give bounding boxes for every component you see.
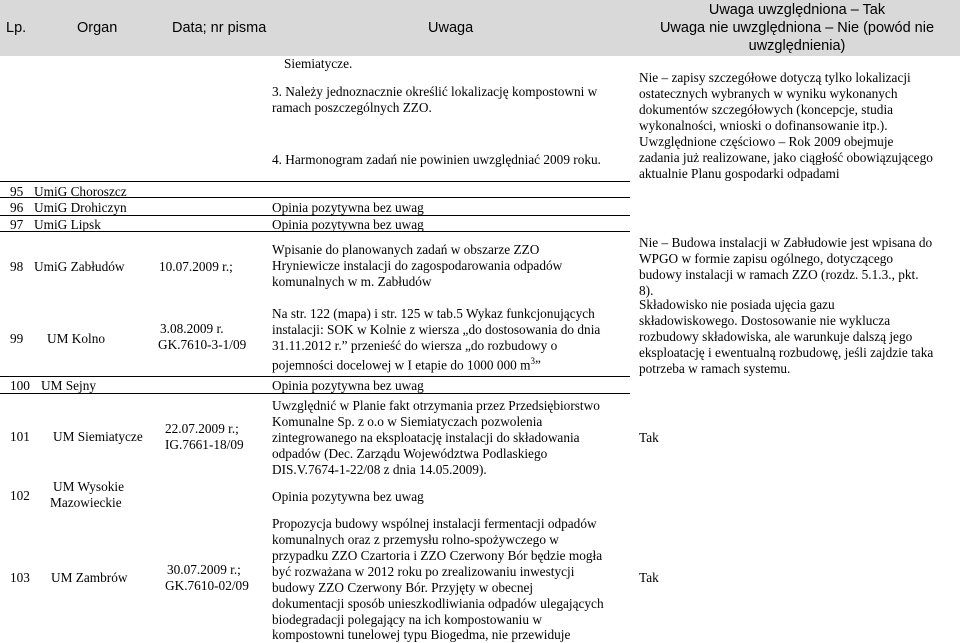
cont-line-1: Siemiatycze. xyxy=(284,56,353,71)
row-103-uwaga-8: kompostowni tunelowej typu Biogedma, nie przewiduje xyxy=(272,627,571,642)
row-99-resp-4: eksploatację i ewentualną rozbudowę, jeśli zajdzie taka xyxy=(639,345,934,360)
row-divider xyxy=(0,181,630,182)
row-99-lp: 99 xyxy=(10,331,24,346)
row-103-uwaga-6: dokumentacji sposób unieszkodliwiania odpadów ulegających xyxy=(272,596,604,611)
cont-resp-7: aktualnie Planu gospodarki odpadami xyxy=(639,166,840,181)
row-100-uwaga: Opinia pozytywna bez uwag xyxy=(272,378,424,393)
row-102-uwaga: Opinia pozytywna bez uwag xyxy=(272,489,424,504)
row-99-organ: UM Kolno xyxy=(47,331,105,346)
row-103-uwaga-5: budowy ZZO Czerwony Bór. Przyjęty w obecnej xyxy=(272,580,534,595)
row-101-uwaga-2: Komunalne Sp. z o.o w Siemiatyczach pozwolenia xyxy=(272,414,543,429)
row-99-resp-5: potrzeba w ramach systemu. xyxy=(639,361,791,376)
header-lp: Lp. xyxy=(6,20,27,36)
row-divider xyxy=(0,376,630,377)
cont-line-4: 4. Harmonogram zadań nie powinien uwzględniać 2009 roku. xyxy=(272,152,602,167)
row-98-resp-2: WPGO w formie zapisu ogólnego, dotyczącego xyxy=(639,251,894,266)
row-102-organ-1: UM Wysokie xyxy=(53,479,124,494)
row-99-uwaga-3: 31.11.2012 r.” przenieść do wiersza „do rozbudowy o xyxy=(272,338,558,353)
row-103-uwaga-1: Propozycja budowy wspólnej instalacji fermentacji odpadów xyxy=(272,516,597,531)
row-98-resp-3: budowy instalacji w ramach ZZO (rozdz. 5.1.3., pkt. xyxy=(639,267,919,282)
row-98-resp-4: 8). xyxy=(639,283,654,298)
row-99-resp-1: Składowisko nie posiada ujęcia gazu xyxy=(639,297,835,312)
row-97-organ: UmiG Lipsk xyxy=(34,217,101,232)
row-101-uwaga-3: zintegrowanego na eksploatację instalacji do składowania xyxy=(272,430,580,445)
row-103-uwaga-2: komunalnych oraz z przemysłu rolno-spożywczego w xyxy=(272,532,559,547)
row-101-data-1: 22.07.2009 r.; xyxy=(165,421,239,436)
header-data: Data; nr pisma xyxy=(172,20,267,36)
row-98-data: 10.07.2009 r.; xyxy=(159,259,233,274)
row-96-lp: 96 xyxy=(10,200,24,215)
row-101-uwaga-4: odpadów (Dec. Zarządu Województwa Podlaskiego xyxy=(272,446,548,461)
row-103-uwaga-7: biodegradacji polegający na ich kompostowaniu w xyxy=(272,612,542,627)
cont-line-2: 3. Należy jednoznacznie określić lokalizację kompostowni w xyxy=(272,84,598,99)
row-100-lp: 100 xyxy=(10,378,30,393)
header-uwaga: Uwaga xyxy=(428,20,474,36)
row-99-uwaga-1: Na str. 122 (mapa) i str. 125 w tab.5 Wykaz funkcjonujących xyxy=(272,306,595,321)
row-98-uwaga-2: Hryniewicze instalacji do zagospodarowania odpadów xyxy=(272,258,563,273)
header-uwzgl-2: Uwaga nie uwzględniona – Nie (powód nie xyxy=(659,20,935,36)
cont-resp-1: Nie – zapisy szczegółowe dotyczą tylko lokalizacji xyxy=(639,70,911,85)
row-103-uwaga-3: przypadku ZZO Czartoria i ZZO Czerwony Bór będzie mogła xyxy=(272,548,603,563)
row-102-organ-2: Mazowieckie xyxy=(50,495,122,510)
row-101-resp: Tak xyxy=(639,430,659,445)
cont-resp-5: Uwzględnione częściowo – Rok 2009 obejmuje xyxy=(639,134,894,149)
row-98-lp: 98 xyxy=(10,259,24,274)
row-99-resp-3: rozbudowy składowiska, ale warunkuje dalszą jego xyxy=(639,329,913,344)
row-95-lp: 95 xyxy=(10,184,24,199)
cont-resp-6: zadania już realizowane, jako ciągłość obowiązującego xyxy=(639,150,933,165)
cont-line-3: ramach poszczególnych ZZO. xyxy=(272,100,432,115)
row-103-resp: Tak xyxy=(639,570,659,585)
row-96-organ: UmiG Drohiczyn xyxy=(34,200,127,215)
header-uwzgl-3: uwzględnienia) xyxy=(748,38,846,54)
row-96-uwaga: Opinia pozytywna bez uwag xyxy=(272,200,424,215)
table-header xyxy=(0,0,960,56)
row-98-uwaga-3: komunalnych w m. Zabłudów xyxy=(272,274,432,289)
row-99-uwaga-2: instalacji: SOK w Kolnie z wiersza „do dostosowania do dnia xyxy=(272,322,601,337)
row-99-quote-end: ” xyxy=(535,357,541,373)
row-103-organ: UM Zambrów xyxy=(51,570,128,585)
row-101-uwaga-5: DIS.V.7674-1-22/08 z dnia 14.05.2009). xyxy=(272,462,487,477)
row-99-data-1: 3.08.2009 r. xyxy=(160,321,224,336)
row-102-lp: 102 xyxy=(10,488,30,503)
row-99-uwaga-4-text: pojemności docelowej w I etapie do 1000 000 m xyxy=(272,357,531,373)
row-97-lp: 97 xyxy=(10,217,24,232)
row-99-superscript: 3 xyxy=(530,356,535,366)
row-101-data-2: IG.7661-18/09 xyxy=(165,437,244,452)
row-101-uwaga-1: Uwzględnić w Planie fakt otrzymania przez Przedsiębiorstwo xyxy=(272,398,600,413)
cont-resp-3: dokumentów szczegółowych (koncepcje, studia xyxy=(639,102,894,117)
row-103-lp: 103 xyxy=(10,570,30,585)
row-103-data-2: GK.7610-02/09 xyxy=(165,578,249,593)
row-97-uwaga: Opinia pozytywna bez uwag xyxy=(272,217,424,232)
row-95-organ: UmiG Choroszcz xyxy=(34,184,127,199)
row-103-data-1: 30.07.2009 r.; xyxy=(167,562,241,577)
header-organ: Organ xyxy=(77,20,118,36)
row-98-resp-1: Nie – Budowa instalacji w Zabłudowie jest wpisana do xyxy=(639,235,933,250)
row-98-organ: UmiG Zabłudów xyxy=(34,259,125,274)
row-101-organ: UM Siemiatycze xyxy=(53,429,143,444)
cont-resp-4: wykonalności, wnioski o dofinansowanie itp.). xyxy=(639,118,888,133)
row-99-data-2: GK.7610-3-1/09 xyxy=(158,337,247,352)
row-98-uwaga-1: Wpisanie do planowanych zadań w obszarze ZZO xyxy=(272,242,540,257)
row-101-lp: 101 xyxy=(10,429,30,444)
cont-resp-2: ostatecznych wybranych w wyniku wykonanych xyxy=(639,86,898,101)
row-99-uwaga-4 xyxy=(272,354,541,373)
header-uwzgl-1: Uwaga uwzględniona – Tak xyxy=(708,2,886,18)
row-103-uwaga-4: być rozważana w 2012 roku po zrealizowaniu inwestycji xyxy=(272,564,575,579)
row-99-resp-2: składowiskowego. Dostosowanie nie wyklucza xyxy=(639,313,891,328)
row-100-organ: UM Sejny xyxy=(41,378,97,393)
